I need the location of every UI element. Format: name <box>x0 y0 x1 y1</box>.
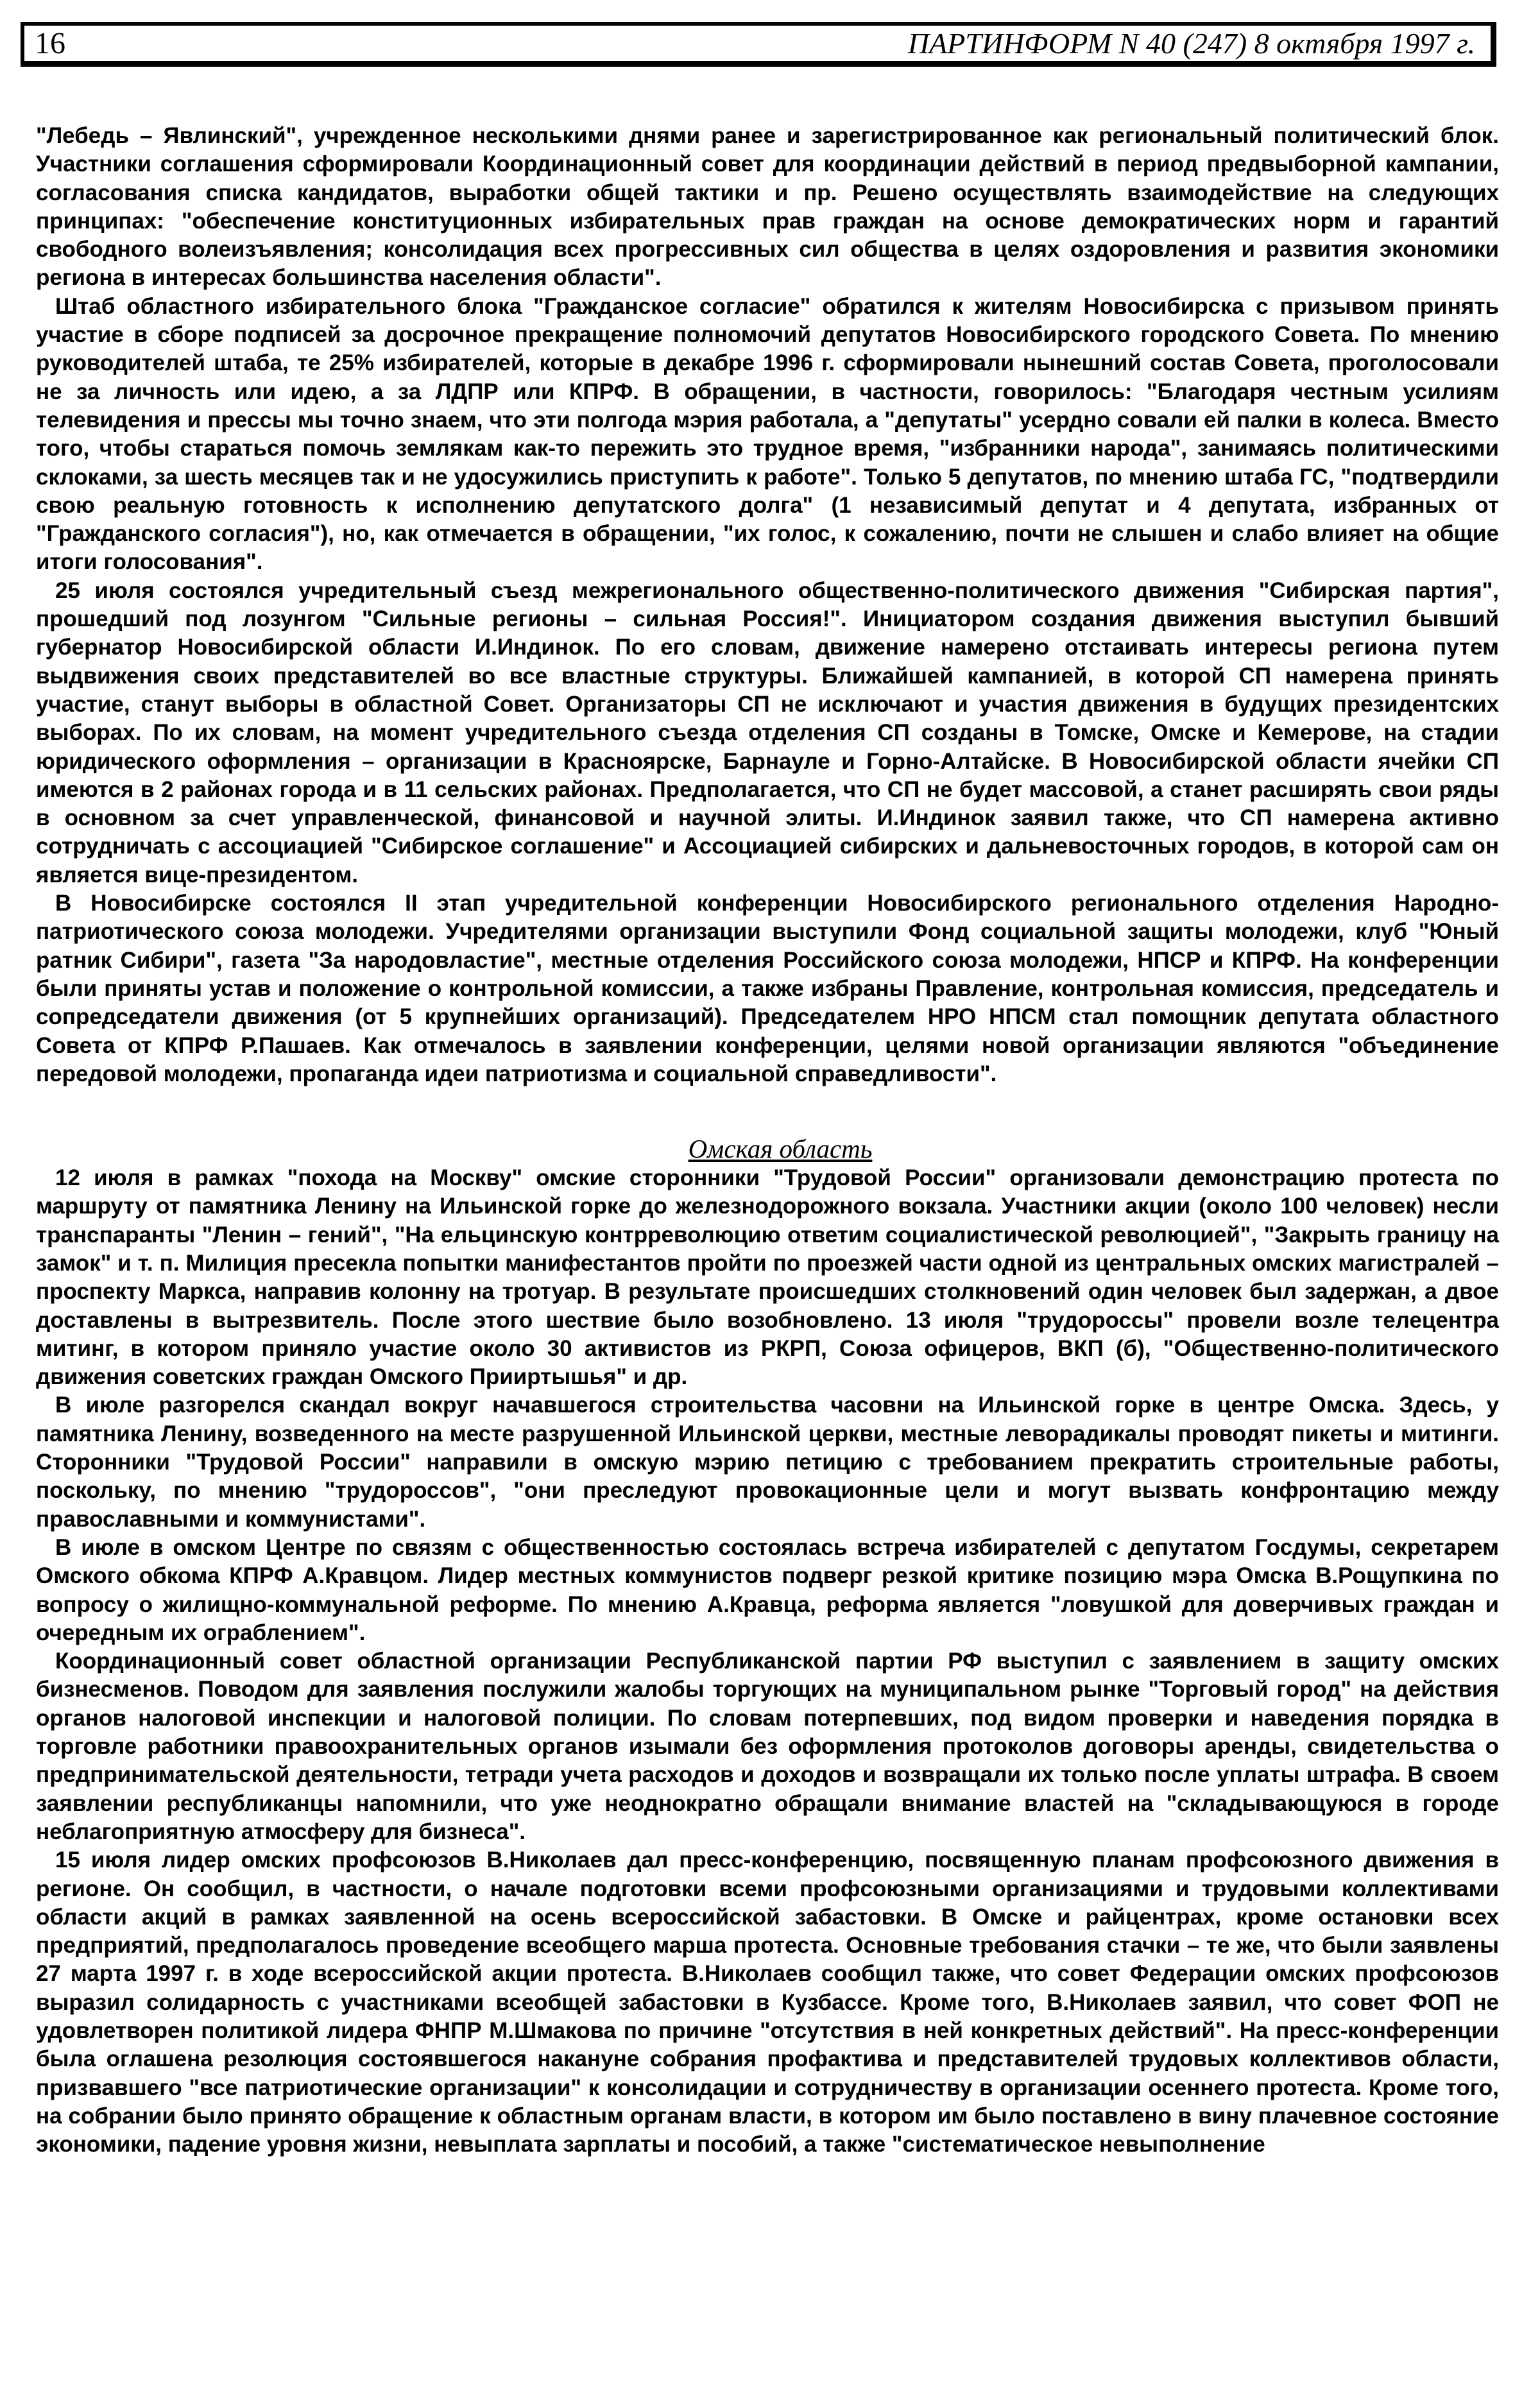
paragraph: Координационный совет областной организации Республиканской партии РФ выступил с заявлением в защиту омских бизнесменов. Поводом для заявления послужили жалобы торгующих на муниципальном рынке "Торговый город" на действия органов налоговой инспекции и налоговой полиции. По словам потерпевших, под видом проверки и наведения порядка в торговле работники правоохранительных органов изымали без оформления протоколов договоры аренды, свидетельства о предпринимательской деятельности, тетради учета расходов и доходов и возвращали их только после уплаты штрафа. В своем заявлении республиканцы напомнили, что уже неоднократно обращали внимание властей на "складывающуюся в городе неблагоприятную атмосферу для бизнеса". <box>36 1649 1499 1844</box>
paragraph: В Новосибирске состоялся II этап учредительной конференции Новосибирского регионального отделения Народно-патриотического союза молодежи. Учредителями организации выступили Фонд социальной защиты молодежи, клуб "Юный ратник Сибири", газета "За народовластие", местные отделения Российского союза молодежи, НПСР и КПРФ. На конференции были приняты устав и положение о контрольной комиссии, а также избраны Правление, контрольная комиссия, председатель и сопредседатели движения (от 5 крупнейших организаций). Председателем НРО НПСМ стал помощник депутата областного Совета от КПРФ Р.Пашаев. Как отмечалось в заявлении конференции, целями новой организации являются "объединение передовой молодежи, пропаганда идеи патриотизма и социальной справедливости". <box>36 891 1499 1086</box>
page-number: 16 <box>35 26 65 60</box>
paragraph: "Лебедь – Явлинский", учрежденное несколькими днями ранее и зарегистрированное как региональный политический блок. Участники соглашения сформировали Координационный совет для координации действий в период предвыборной кампании, согласования списка кандидатов, выработки общей тактики и пр. Решено осуществлять взаимодействие на следующих принципах: "обеспечение конституционных избирательных прав граждан на основе демократических норм и гарантий свободного волеизъявления; консолидация всех прогрессивных сил общества в целях оздоровления и развития экономики региона в интересах большинства населения области". <box>36 123 1499 291</box>
paragraph: 12 июля в рамках "похода на Москву" омские сторонники "Трудовой России" организовали демонстрацию протеста по маршруту от памятника Ленину на Ильинской горке до железнодорожного вокзала. Участники акции (около 100 человек) несли транспаранты "Ленин – гений", "На ельцинскую контрреволюцию ответим социалистической революцией", "Закрыть границу на замок" и т. п. Милиция пресекла попытки манифестантов пройти по проезжей части одной из центральных омских магистралей – проспекту Маркса, направив колонну на тротуар. В результате происшедших столкновений один человек был задержан, а двое доставлены в вытрезвитель. После этого шествие было возобновлено. 13 июля "трудороссы" провели возле телецентра митинг, в котором приняло участие около 30 активистов из РКРП, Союза офицеров, ВКП (б), "Общественно-политического движения советских граждан Омского Прииртышья" и др. <box>36 1165 1499 1390</box>
paragraph: В июле разгорелся скандал вокруг начавшегося строительства часовни на Ильинской горке в центре Омска. Здесь, у памятника Ленину, возведенного на месте разрушенной Ильинской церкви, местные леворадикалы проводят пикеты и митинги. Сторонники "Трудовой России" направили в омскую мэрию петицию с требованием прекратить строительные работы, поскольку, по мнению "трудороссов", "они преследуют провокационные цели и могут вызвать конфронтацию между православными и коммунистами". <box>36 1392 1499 1532</box>
publication-title: ПАРТИНФОРМ N 40 (247) 8 октября 1997 г. <box>907 26 1475 60</box>
section-heading-omsk: Омская область <box>688 1134 873 1164</box>
page-header <box>21 22 1496 67</box>
article-body <box>36 122 1499 2159</box>
paragraph: Штаб областного избирательного блока "Гражданское согласие" обратился к жителям Новосибирска с призывом принять участие в сборе подписей за досрочное прекращение полномочий депутатов Новосибирского городского Совета. По мнению руководителей штаба, те 25% избирателей, которые в декабре 1996 г. сформировали нынешний состав Совета, проголосовали не за личность или идею, а за ЛДПР или КПРФ. В обращении, в частности, говорилось: "Благодаря честным усилиям телевидения и прессы мы точно знаем, что эти полгода мэрия работала, а "депутаты" усердно совали ей палки в колеса. Вместо того, чтобы стараться помочь землякам как-то пережить это трудное время, "избранники народа", занимаясь политическими склоками, за шесть месяцев так и не удосужились приступить к работе". Только 5 депутатов, по мнению штаба ГС, "подтвердили свою реальную готовность к исполнению депутатского долга" (1 независимый депутат и 4 депутата, избранных от "Гражданского согласия"), но, как отмечается в обращении, "их голос, к сожалению, почти не слышен и слабо влияет на общие итоги голосования". <box>36 293 1499 575</box>
paragraph: 15 июля лидер омских профсоюзов В.Николаев дал пресс-конференцию, посвященную планам профсоюзного движения в регионе. Он сообщил, в частности, о начале подготовки всеми профсоюзными организациями и трудовыми коллективами области акций в рамках заявленной на осень всероссийской забастовки. В Омске и райцентрах, кроме остановки всех предприятий, предполагалось проведение всеобщего марша протеста. Основные требования стачки – те же, что были заявлены 27 марта 1997 г. в ходе всероссийской акции протеста. В.Николаев сообщил также, что совет Федерации омских профсоюзов выразил солидарность с участниками всеобщей забастовки в Кузбассе. Кроме того, В.Николаев заявил, что совет ФОП не удовлетворен политикой лидера ФНПР М.Шмакова по причине "отсутствия в ней конкретных действий". На пресс-конференции была оглашена резолюция состоявшегося накануне собрания профактива и представителей трудовых коллективов области, призвавшего "все патриотические организации" к консолидации и сотрудничеству в организации осеннего протеста. Кроме того, на собрании было принято обращение к областным органам власти, в котором им было поставлено в вину плачевное состояние экономики, падение уровня жизни, невыплата зарплаты и пособий, а также "систематическое невыполнение <box>36 1847 1499 2157</box>
paragraph: В июле в омском Центре по связям с общественностью состоялась встреча избирателей с депутатом Госдумы, секретарем Омского обкома КПРФ А.Кравцом. Лидер местных коммунистов подверг резкой критике позицию мэра Омска В.Рощупкина по вопросу о жилищно-коммунальной реформе. По мнению А.Кравца, реформа является "ловушкой для доверчивых граждан и очередным их ограблением". <box>36 1534 1499 1645</box>
paragraph: 25 июля состоялся учредительный съезд межрегионального общественно-политического движения "Сибирская партия", прошедший под лозунгом "Сильные регионы – сильная Россия!". Инициатором создания движения выступил бывший губернатор Новосибирской области И.Индинок. По его словам, движение намерено отстаивать интересы региона путем выдвижения своих представителей во все властные структуры. Ближайшей кампанией, в которой СП намерена принять участие, станут выборы в областной Совет. Организаторы СП не исключают и участия движения в будущих президентских выборах. По их словам, на момент учредительного съезда отделения СП созданы в Томске, Омске и Кемерове, на стадии юридического оформления – организации в Красноярске, Барнауле и Горно-Алтайске. В Новосибирской области ячейки СП имеются в 2 районах города и в 11 сельских районах. Предполагается, что СП не будет массовой, а станет расширять свои ряды в основном за счет управленческой, финансовой и научной элиты. И.Индинок заявил также, что СП намерена активно сотрудничать с ассоциацией "Сибирское соглашение" и Ассоциацией сибирских и дальневосточных городов, в которой сам он является вице-президентом. <box>36 578 1499 887</box>
